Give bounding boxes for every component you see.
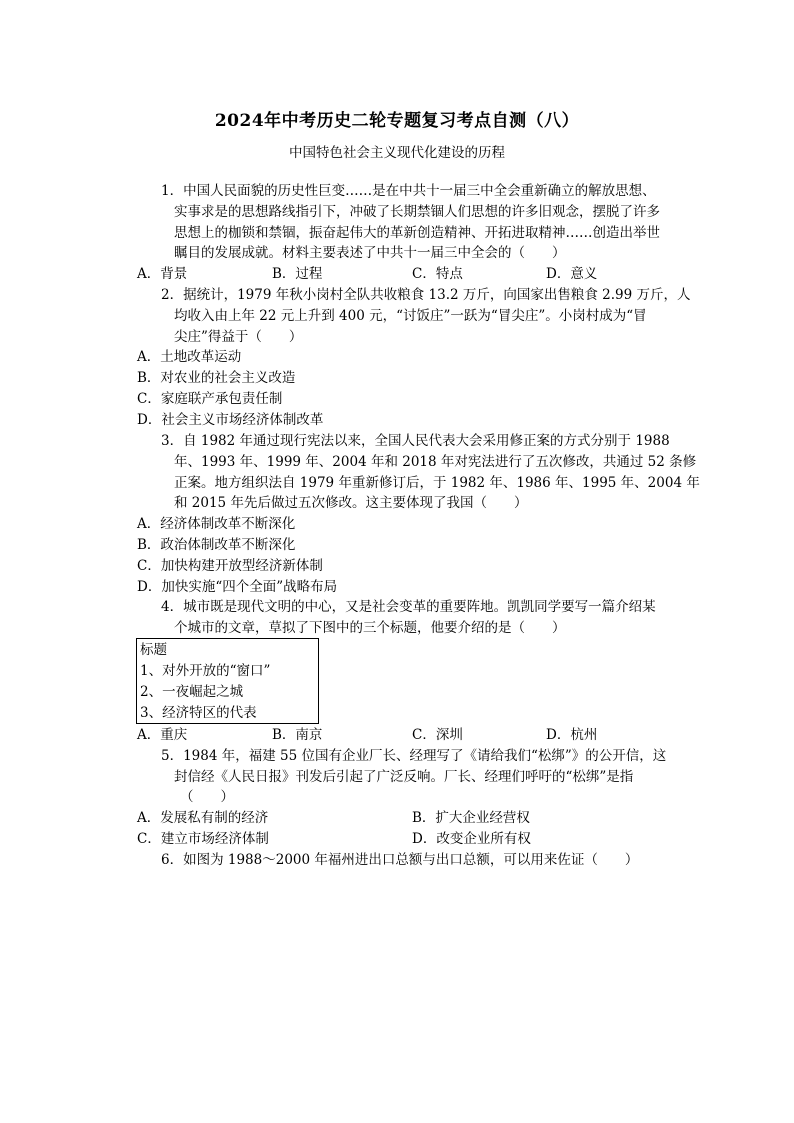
question-3-option-a[interactable]: A．经济体制改革不断深化: [137, 516, 296, 532]
page-subtitle: 中国特色社会主义现代化建设的历程: [289, 145, 505, 161]
question-2-line-1: 2．据统计，1979 年秋小岗村全队共收粮食 13.2 万斤，向国家出售粮食 2.99 万斤，人: [161, 287, 691, 303]
question-4-option-b[interactable]: B．南京: [272, 727, 323, 743]
question-1-option-b[interactable]: B．过程: [272, 266, 323, 282]
question-5-line-3: （ ）: [180, 789, 234, 805]
titles-box-item-2: 2、一夜崛起之城: [140, 684, 244, 700]
question-1-line-1: 1．中国人民面貌的历史性巨变……是在中共十一届三中全会重新确立的解放思想、: [161, 183, 656, 199]
question-2-line-3: 尖庄”得益于（ ）: [174, 329, 303, 345]
page-title: 2024年中考历史二轮专题复习考点自测（八）: [214, 111, 580, 131]
question-3-option-d[interactable]: D．加快实施“四个全面”战略布局: [137, 579, 338, 595]
question-4-option-d[interactable]: D．杭州: [546, 727, 598, 743]
question-5-option-a[interactable]: A．发展私有制的经济: [137, 810, 269, 826]
question-1-line-3: 思想上的枷锁和禁锢，振奋起伟大的革新创造精神、开拓进取精神……创造出举世: [174, 225, 660, 241]
titles-box: [136, 638, 319, 724]
question-5-option-b[interactable]: B．扩大企业经营权: [412, 810, 530, 826]
question-1-line-2: 实事求是的思想路线指引下，冲破了长期禁锢人们思想的许多旧观念，摆脱了许多: [174, 204, 660, 220]
question-3-option-c[interactable]: C．加快构建开放型经济新体制: [137, 558, 323, 574]
titles-box-heading: 标题: [140, 642, 167, 658]
question-5-option-c[interactable]: C．建立市场经济体制: [137, 831, 269, 847]
question-3-option-b[interactable]: B．政治体制改革不断深化: [137, 537, 296, 553]
question-1-line-4: 瞩目的发展成就。材料主要表述了中共十一届三中全会的（ ）: [174, 245, 566, 261]
question-3-line-2: 年、1993 年、1999 年、2004 年和 2018 年对宪法进行了五次修改，共通过 52 条修: [174, 454, 697, 470]
titles-box-item-3: 3、经济特区的代表: [140, 705, 257, 721]
question-4-line-2: 个城市的文章，草拟了下图中的三个标题，他要介绍的是（ ）: [174, 620, 566, 636]
question-4-option-c[interactable]: C．深圳: [412, 727, 463, 743]
question-1-option-c[interactable]: C．特点: [412, 266, 463, 282]
question-3-line-4: 和 2015 年先后做过五次修改。这主要体现了我国（ ）: [174, 495, 528, 511]
question-3-line-1: 3．自 1982 年通过现行宪法以来，全国人民代表大会采用修正案的方式分别于 1988: [161, 433, 670, 449]
titles-box-item-1: 1、对外开放的“窗口”: [140, 663, 271, 679]
question-2-option-b[interactable]: B．对农业的社会主义改造: [137, 370, 296, 386]
question-2-option-d[interactable]: D．社会主义市场经济体制改革: [137, 412, 324, 428]
question-5-line-2: 封信经《人民日报》刊发后引起了广泛反响。厂长、经理们呼吁的“松绑”是指: [174, 769, 634, 785]
question-1-option-a[interactable]: A．背景: [137, 266, 188, 282]
question-2-line-2: 均收入由上年 22 元上升到 400 元，“讨饭庄”一跃为“冒尖庄”。小岗村成为“冒: [174, 308, 647, 324]
question-4-line-1: 4．城市既是现代文明的中心，又是社会变革的重要阵地。凯凯同学要写一篇介绍某: [161, 599, 656, 615]
question-6-line-1: 6．如图为 1988～2000 年福州进出口总额与出口总额，可以用来佐证（ ）: [161, 852, 639, 868]
question-2-option-c[interactable]: C．家庭联产承包责任制: [137, 391, 283, 407]
question-5-line-1: 5．1984 年，福建 55 位国有企业厂长、经理写了《请给我们“松绑”》的公开信，这: [161, 748, 667, 764]
question-4-option-a[interactable]: A．重庆: [137, 727, 188, 743]
question-2-option-a[interactable]: A．土地改革运动: [137, 349, 242, 365]
question-5-option-d[interactable]: D．改变企业所有权: [412, 831, 531, 847]
question-3-line-3: 正案。地方组织法自 1979 年重新修订后，于 1982 年、1986 年、1995 年、2004 年: [174, 475, 700, 491]
question-1-option-d[interactable]: D．意义: [546, 266, 598, 282]
